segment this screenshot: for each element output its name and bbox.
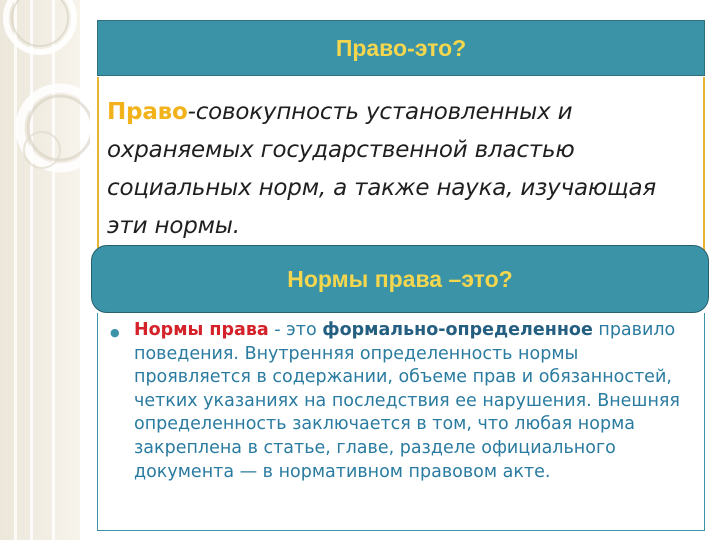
bullet-item: [110, 319, 690, 484]
definition-box: [97, 77, 705, 267]
bullet-text: [134, 319, 690, 484]
content-box: [97, 313, 705, 531]
definition-body: -совокупность установленных и охраняемых государственной властью социальных норм, а также наука, изучающая эти нормы.: [107, 99, 657, 239]
norm-emphasis: формально-определенное: [322, 320, 593, 340]
slide-title: Право-это?: [97, 20, 705, 76]
definition-text: [107, 93, 693, 245]
section-heading: Нормы права –это?: [91, 245, 709, 313]
norm-description: правило поведения. Внутренняя определенность нормы проявляется в содержании, объеме прав и обязанностей, четких указаниях на последствия ее нарушения. Внешняя определенность заключается в том, что любая норма закреплена в статье, главе, разделе официального документа — в нормативном правовом акте.: [134, 320, 680, 482]
decorative-circles: [0, 0, 90, 540]
bullet-icon: ●: [110, 326, 120, 339]
norm-term: Нормы права: [134, 320, 269, 340]
definition-term: Право: [107, 99, 188, 125]
norm-separator: - это: [268, 320, 323, 340]
